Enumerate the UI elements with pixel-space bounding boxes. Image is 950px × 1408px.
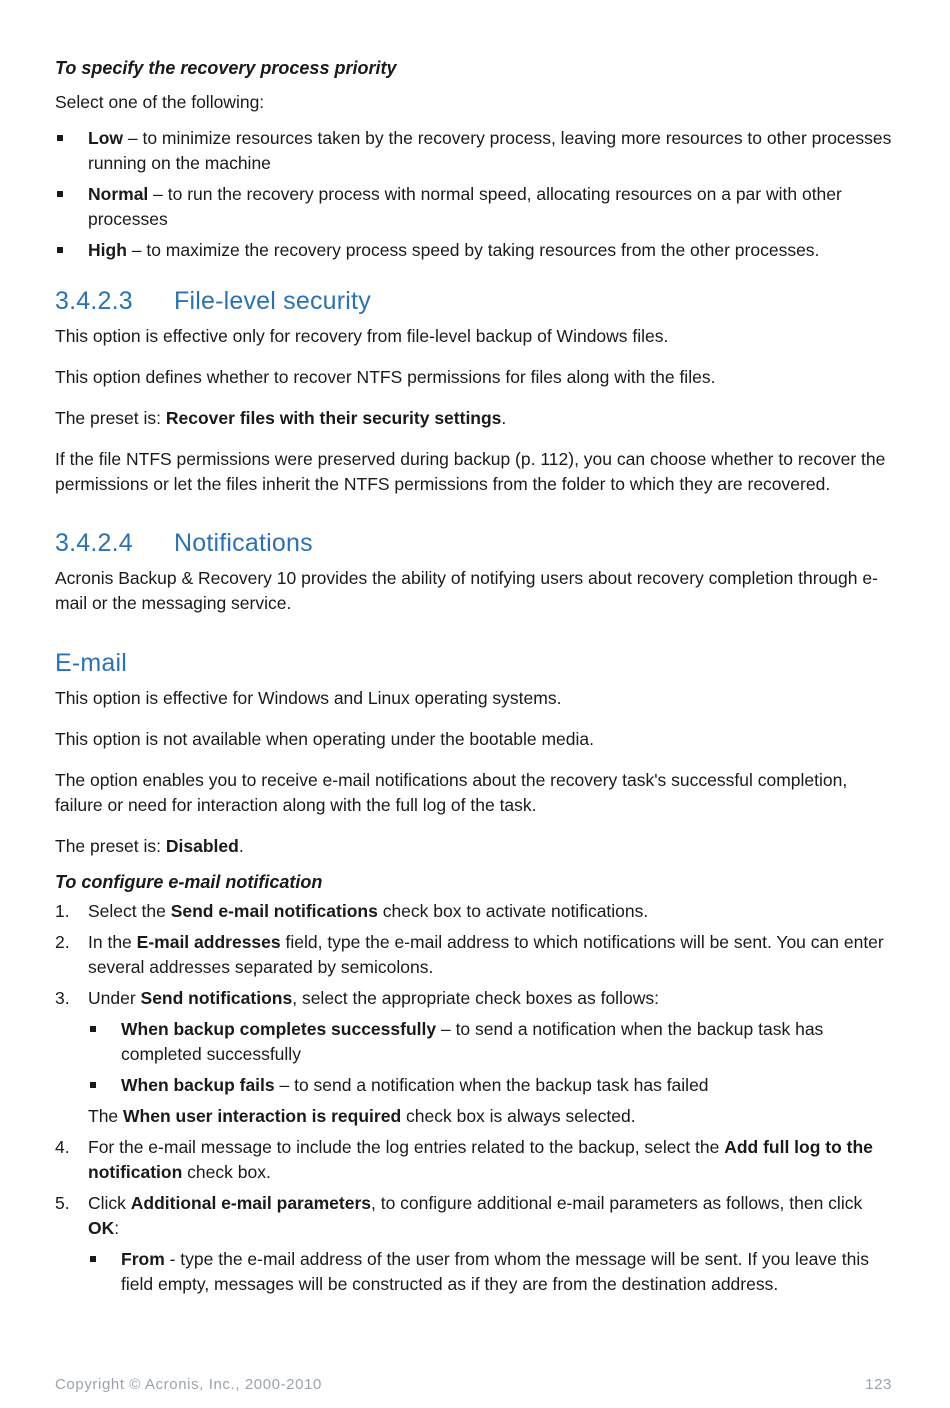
email-preset [55,834,895,859]
step-number: 2. [55,932,70,952]
page-number: 123 [865,1376,892,1393]
security-preset [55,406,895,431]
step-number: 3. [55,988,70,1008]
step-item [55,986,895,1129]
option-text: - type the e-mail address of the user from whom the message will be sent. If you leave this field empty, messages will be constructed as if they are from the destination address. [121,1249,869,1294]
step-term: Send notifications [140,988,293,1008]
configure-steps-list [55,899,895,1297]
option-term: When backup completes successfully [121,1019,437,1039]
option-term: Low [88,128,123,148]
email-heading: E-mail [55,649,128,677]
security-paragraph-2: This option defines whether to recover NTFS permissions for files along with the files. [55,367,716,387]
step-text: Under [88,988,141,1008]
option-text: – to send a notification when the backup task has completed successfully [121,1019,824,1064]
priority-heading: To specify the recovery process priority [55,58,397,78]
bullet-icon [57,191,63,197]
bullet-icon [90,1256,96,1262]
preset-suffix: . [238,836,244,856]
page-footer [55,1376,892,1393]
bullet-icon [90,1082,96,1088]
email-paragraph-3: The option enables you to receive e-mail notifications about the recovery task's successful completion, failure or need for interaction along with the full log of the task. [55,770,848,815]
step-term: Additional e-mail parameters [130,1193,371,1213]
file-level-security-heading [55,286,895,316]
list-item [55,182,895,232]
preset-suffix: . [501,408,507,428]
option-text: – to send a notification when the backup task has failed [274,1075,709,1095]
preset-value: Recover files with their security settings [165,408,502,428]
preset-prefix: The preset is: [55,408,166,428]
section-number: 3.4.2.3 [55,287,133,315]
option-text: – to maximize the recovery process speed by taking resources from the other processes. [126,240,820,260]
section-title: Notifications [174,529,313,557]
option-term: From [121,1249,165,1269]
list-item [88,1073,895,1098]
step-text: In the [88,932,137,952]
option-text: – to minimize resources taken by the recovery process, leaving more resources to other processes running on the machine [88,128,892,173]
step-note [88,1104,895,1129]
step-text: check box. [182,1162,271,1182]
step-item [55,899,895,924]
step-item [55,1191,895,1297]
step-term: E-mail addresses [136,932,281,952]
bullet-icon [57,247,63,253]
section-number: 3.4.2.4 [55,529,133,557]
priority-intro: Select one of the following: [55,92,265,112]
step-text: check box to activate notifications. [377,901,649,921]
note-text: check box is always selected. [401,1106,636,1126]
step-item [55,1135,895,1185]
step-text: , select the appropriate check boxes as follows: [292,988,659,1008]
copyright-text: Copyright © Acronis, Inc., 2000-2010 [55,1376,322,1393]
step-number: 5. [55,1193,70,1213]
step-term: OK [88,1218,115,1238]
security-paragraph-1: This option is effective only for recovery from file-level backup of Windows files. [55,326,669,346]
note-text: The [88,1106,124,1126]
list-item [55,238,895,263]
option-term: Normal [88,184,149,204]
option-term: High [88,240,127,260]
step-item [55,930,895,980]
step-text: For the e-mail message to include the log entries related to the backup, select the [88,1137,725,1157]
email-paragraph-2: This option is not available when operating under the bootable media. [55,729,594,749]
notification-checkbox-list [88,1017,895,1098]
notifications-heading [55,528,895,558]
preset-value: Disabled [165,836,239,856]
bullet-icon [90,1026,96,1032]
step-text: , to configure additional e-mail parameters as follows, then click [371,1193,863,1213]
list-item [55,126,895,176]
list-item [88,1247,895,1297]
list-item [88,1017,895,1067]
step-number: 4. [55,1137,70,1157]
priority-options-list [55,126,895,263]
option-term: When backup fails [121,1075,275,1095]
step-text: Select the [88,901,171,921]
step-text: Click [88,1193,131,1213]
option-text: – to run the recovery process with normal speed, allocating resources on a par with other processes [88,184,842,229]
step-term: Send e-mail notifications [170,901,378,921]
email-paragraph-1: This option is effective for Windows and Linux operating systems. [55,688,562,708]
note-term: When user interaction is required [123,1106,402,1126]
security-paragraph-4: If the file NTFS permissions were preserved during backup (p. 112), you can choose whether to recover the permissions or let the files inherit the NTFS permissions from the folder to which they are recovered. [55,449,886,494]
bullet-icon [57,135,63,141]
email-parameters-list [88,1247,895,1297]
step-number: 1. [55,901,70,921]
step-term: Add full log to the notification [88,1137,873,1182]
notifications-paragraph: Acronis Backup & Recovery 10 provides the ability of notifying users about recovery completion through e-mail or the messaging service. [55,568,878,613]
step-text: : [114,1218,120,1238]
configure-email-heading: To configure e-mail notification [55,872,323,892]
section-title: File-level security [174,287,371,315]
preset-prefix: The preset is: [55,836,166,856]
step-text: field, type the e-mail address to which notifications will be sent. You can enter several addresses separated by semicolons. [88,932,884,977]
document-page [55,52,895,1297]
